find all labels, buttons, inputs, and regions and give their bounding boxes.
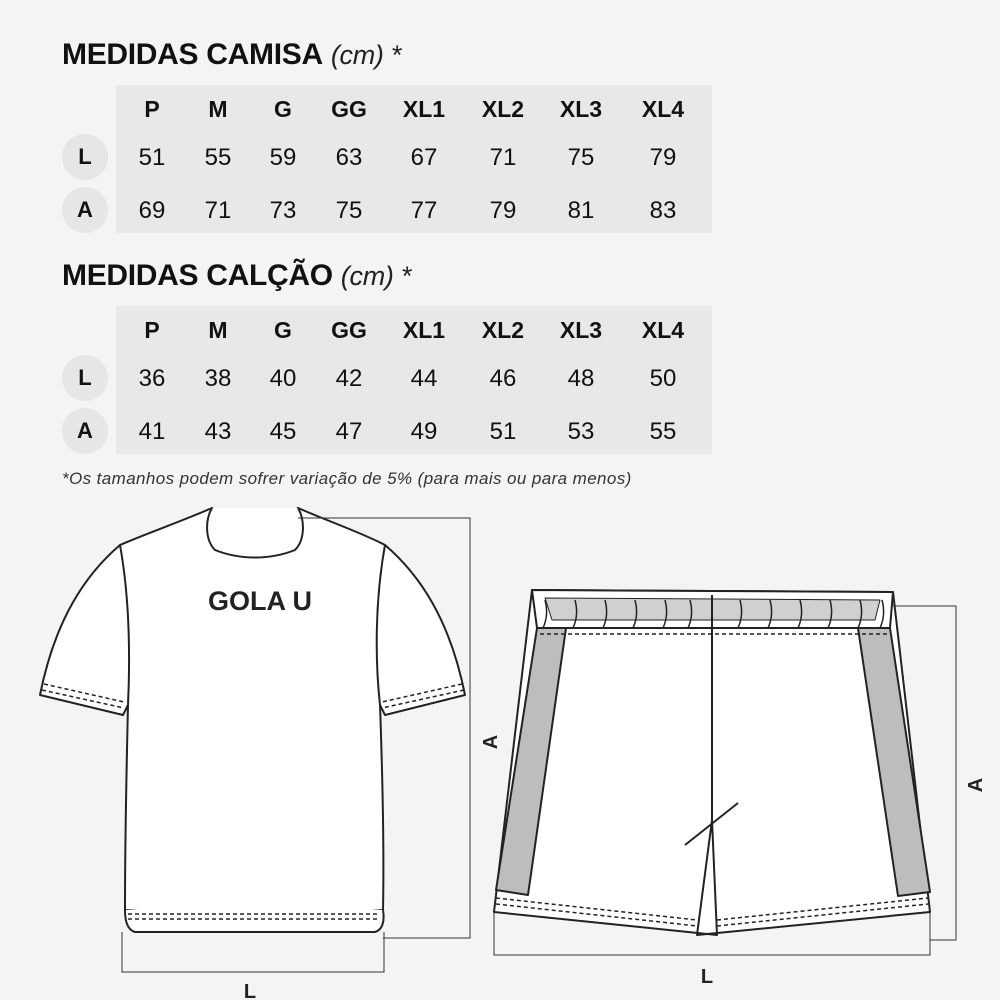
- table-cell: 47: [335, 418, 363, 445]
- shorts-width-label: L: [700, 966, 714, 988]
- table-cell: 81: [567, 197, 595, 224]
- table-cell: 36: [138, 365, 166, 392]
- size-header: XL2: [481, 96, 525, 122]
- shirt-width-label: L: [243, 981, 257, 1000]
- size-header: P: [144, 96, 160, 122]
- row-label: L: [62, 134, 108, 180]
- size-header: GG: [331, 96, 367, 122]
- table-cell: 71: [489, 144, 517, 171]
- size-header: XL3: [559, 96, 603, 122]
- table-cell: 42: [335, 365, 363, 392]
- table-cell: 83: [649, 197, 677, 224]
- size-variation-note: *Os tamanhos podem sofrer variação de 5% (para mais ou para menos): [62, 469, 632, 488]
- table-cell: 51: [489, 418, 517, 445]
- shorts-unit: (cm) *: [340, 261, 411, 291]
- table-cell: 73: [269, 197, 297, 224]
- table-cell: 77: [410, 197, 438, 224]
- size-header: GG: [331, 317, 367, 343]
- shirt-title-text: MEDIDAS CAMISA: [62, 38, 323, 71]
- table-cell: 40: [269, 365, 297, 392]
- size-header: XL4: [641, 96, 685, 122]
- shorts-drawing: [494, 590, 930, 935]
- table-cell: 63: [335, 144, 363, 171]
- table-cell: 50: [649, 365, 677, 392]
- size-header: XL4: [641, 317, 685, 343]
- shirt-drawing: [40, 508, 465, 932]
- table-cell: 44: [410, 365, 438, 392]
- size-header: XL1: [402, 317, 446, 343]
- table-cell: 46: [489, 365, 517, 392]
- table-cell: 67: [410, 144, 438, 171]
- table-cell: 75: [335, 197, 363, 224]
- row-label: A: [62, 187, 108, 233]
- table-cell: 55: [649, 418, 677, 445]
- table-cell: 55: [204, 144, 232, 171]
- table-cell: 79: [649, 144, 677, 171]
- table-cell: 53: [567, 418, 595, 445]
- table-cell: 59: [269, 144, 297, 171]
- size-header: M: [208, 96, 228, 122]
- size-header: XL1: [402, 96, 446, 122]
- size-header: XL3: [559, 317, 603, 343]
- table-cell: 45: [269, 418, 297, 445]
- shorts-height-label: A: [965, 777, 987, 793]
- shirt-height-label: A: [480, 734, 502, 750]
- size-header: P: [144, 317, 160, 343]
- table-cell: 75: [567, 144, 595, 171]
- table-cell: 48: [567, 365, 595, 392]
- shirt-unit: (cm) *: [330, 40, 401, 70]
- size-header: G: [274, 317, 292, 343]
- size-header: M: [208, 317, 228, 343]
- table-cell: 49: [410, 418, 438, 445]
- table-cell: 41: [138, 418, 166, 445]
- row-label: A: [62, 408, 108, 454]
- row-label: L: [62, 355, 108, 401]
- shorts-title-text: MEDIDAS CALÇÃO: [62, 259, 333, 292]
- table-cell: 51: [138, 144, 166, 171]
- table-cell: 38: [204, 365, 232, 392]
- size-header: XL2: [481, 317, 525, 343]
- table-cell: 43: [204, 418, 232, 445]
- table-cell: 69: [138, 197, 166, 224]
- size-header: G: [274, 96, 292, 122]
- table-cell: 79: [489, 197, 517, 224]
- table-cell: 71: [204, 197, 232, 224]
- shirt-collar-label: GOLA U: [208, 586, 312, 616]
